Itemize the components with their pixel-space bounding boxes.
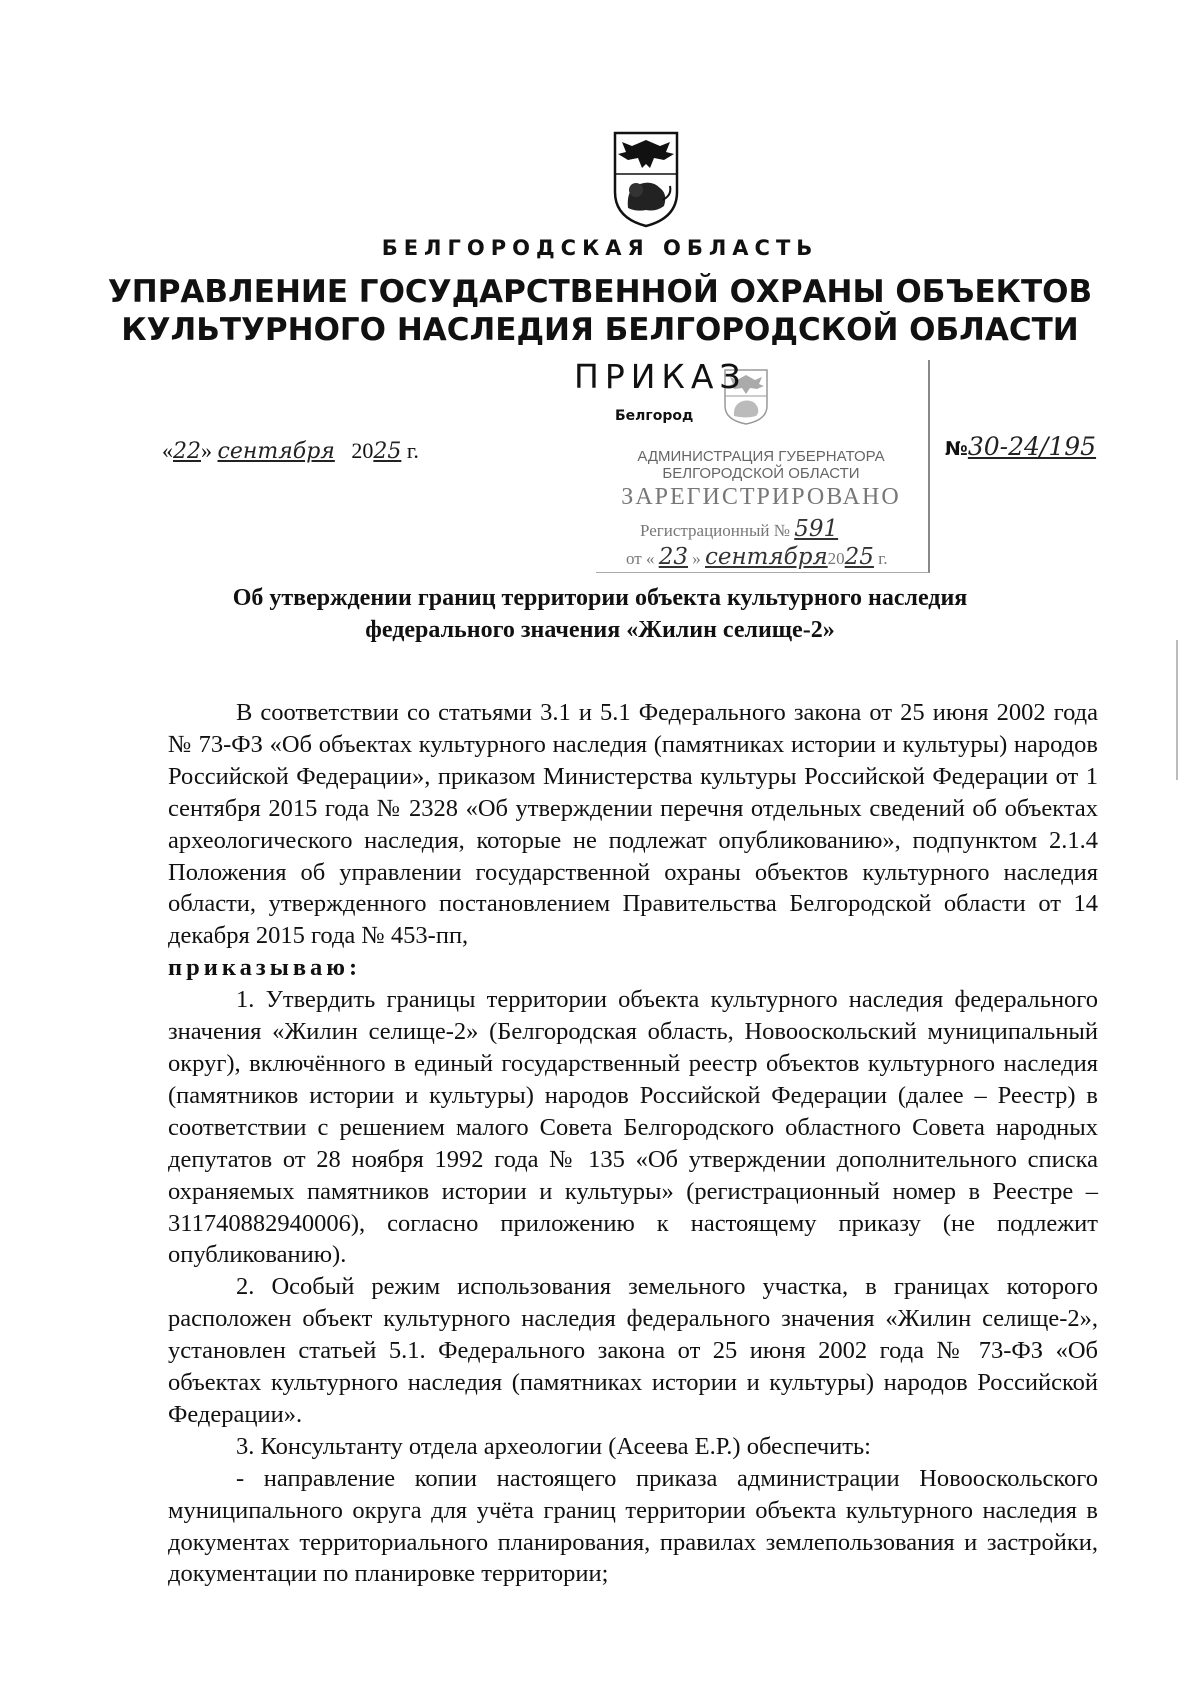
stamp-registration-number [640, 516, 838, 542]
region-name: БЕЛГОРОДСКАЯ ОБЛАСТЬ [381, 236, 819, 260]
stamp-month: сентября [705, 544, 828, 570]
stamp-admin-line-2: БЕЛГОРОДСКОЙ ОБЛАСТИ [662, 465, 860, 482]
date-year-suffix: 25 [373, 439, 402, 464]
order-title-line-2: федерального значения «Жилин селище-2» [365, 617, 835, 643]
stamp-registered-label: ЗАРЕГИСТРИРОВАНО [621, 484, 901, 510]
date-year-prefix: 20 [351, 438, 374, 463]
city-name: Белгород [615, 408, 694, 424]
item-1-paragraph: 1. Утвердить границы территории объекта культурного наследия федерального значения «Жилин селище-2» (Белгородская область, Новооскольский муниципальный округ), включённого в единый государственный реестр объектов культурного наследия (памятников истории и культуры) народов Российской Федерации (далее – Реестр) в соответствии с решением малого Совета Белгородского областного Совета народных депутатов от 28 ноября 1992 года № 135 «Об утверждении дополнительного списка охраняемых памятников истории и культуры» (регистрационный номер в Реестре – 311740882940006), согласно приложению к настоящему приказу (не подлежит опубликованию). [168, 986, 1098, 1269]
stamp-date-prefix: от « [626, 549, 655, 568]
order-body [168, 697, 1098, 1590]
stamp-year-suffix: 25 [844, 544, 874, 570]
department-name-line-2: КУЛЬТУРНОГО НАСЛЕДИЯ БЕЛГОРОДСКОЙ ОБЛАСТИ [121, 312, 1079, 348]
item-2-paragraph: 2. Особый режим использования земельного участка, в границах которого расположен объект культурного наследия федерального значения «Жилин селище-2», установлен статьей 5.1. Федерального закона от 25 июня 2002 года № 73-ФЗ «Об объектах культурного наследия (памятниках истории и культуры) народов Российской Федерации». [168, 1273, 1098, 1428]
stamp-reg-label: Регистрационный № [640, 521, 790, 540]
scan-edge-mark [1176, 640, 1178, 780]
order-number-value: 30-24/195 [967, 432, 1097, 461]
date-close-quote: » [201, 438, 212, 463]
item-3-subitem-1: - направление копии настоящего приказа администрации Новооскольского муниципального округа для учёта границ территории объекта культурного наследия в документах территориального планирования, правилах землепользования и застройки, документации по планировке территории; [168, 1464, 1098, 1588]
order-word: приказываю: [168, 954, 362, 982]
stamp-date-mid: » [692, 549, 701, 568]
order-date [162, 438, 419, 464]
date-year-mark: г. [406, 438, 419, 463]
order-number [945, 432, 1096, 461]
stamp-admin-line-1: АДМИНИСТРАЦИЯ ГУБЕРНАТОРА [637, 448, 885, 465]
coat-of-arms-icon [612, 130, 680, 228]
item-3-paragraph: 3. Консультанту отдела археологии (Асеева Е.Р.) обеспечить: [236, 1432, 871, 1460]
date-month: сентября [217, 439, 335, 464]
preamble-paragraph [168, 697, 1098, 984]
date-day: 22 [173, 439, 201, 464]
document-type: ПРИКАЗ [574, 357, 747, 396]
stamp-administration [596, 448, 926, 482]
stamp-year-prefix: 20 [827, 549, 845, 568]
stamp-day: 23 [658, 544, 688, 570]
stamp-registration-date [626, 544, 888, 570]
stamp-year-mark: г. [878, 549, 888, 568]
stamp-reg-number: 591 [794, 516, 839, 542]
order-number-label: № [945, 438, 968, 460]
order-title-line-1: Об утверждении границ территории объекта культурного наследия [232, 585, 968, 611]
department-name-line-1: УПРАВЛЕНИЕ ГОСУДАРСТВЕННОЙ ОХРАНЫ ОБЪЕКТОВ [107, 274, 1093, 310]
date-open-quote: « [162, 438, 173, 463]
order-title [150, 582, 1050, 646]
preamble-text: В соответствии со статьями 3.1 и 5.1 Федерального закона от 25 июня 2002 года № 73-ФЗ «Об объектах культурного наследия (памятниках истории и культуры) народов Российской Федерации», приказом Министерства культуры Российской Федерации от 1 сентября 2015 года № 2328 «Об утверждении перечня отдельных сведений об объектах археологического наследия, которые не подлежат опубликованию», подпунктом 2.1.4 Положения об управлении государственной охраны объектов культурного наследия области, утвержденного постановлением Правительства Белгородской области от 14 декабря 2015 года № 453-пп, [168, 699, 1098, 950]
